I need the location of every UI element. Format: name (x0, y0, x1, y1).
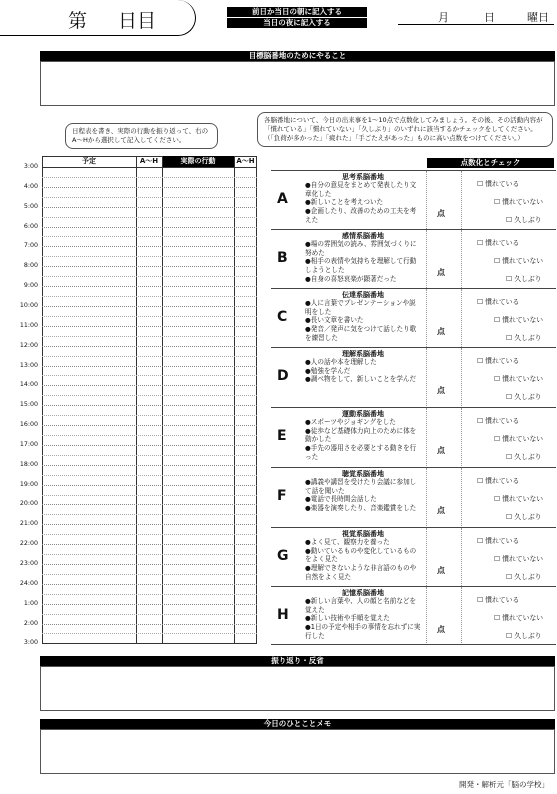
check-label: 慣れている (485, 357, 520, 365)
checkbox-long-time[interactable]: ☐ 久しぶり (506, 216, 542, 224)
checkbox-unfamiliar[interactable]: ☐ 慣れていない (494, 495, 544, 503)
area-title: 視覚系脳番地 (342, 530, 384, 538)
half-hour-line (42, 574, 257, 575)
schedule-instruction: 日程表を書き、実際の行動を振り返って、右のA〜Hから選択して記入してください。 (65, 123, 218, 149)
area-letter: F (277, 488, 287, 504)
area-divider (461, 230, 462, 288)
check-label: 慣れていない (502, 198, 544, 206)
hour-line (42, 485, 257, 486)
area-c (271, 288, 556, 347)
activity-item: ●企画したり、改善のための工夫を考えた (305, 207, 417, 224)
checkbox-long-time[interactable]: ☐ 久しぶり (506, 632, 542, 640)
activity-item: ●よく見て、観察力を養った (305, 538, 390, 546)
activity-item: ●発音／発声に気をつけて話したり歌を練習した (305, 325, 417, 342)
time-label: 11:00 (19, 321, 38, 329)
check-label: 慣れていない (502, 555, 544, 563)
area-letter: G (277, 548, 289, 564)
activity-item: ●楽器を演奏したり、音楽鑑賞をした (305, 504, 417, 513)
time-label: 16:00 (19, 421, 38, 429)
area-divider (461, 408, 462, 466)
check-label: 久しぶり (514, 275, 542, 283)
area-divider (461, 587, 462, 645)
area-activities (305, 181, 421, 225)
area-title: 聴覚系脳番地 (342, 470, 384, 478)
area-divider (426, 348, 427, 406)
half-hour-line (42, 375, 257, 376)
check-label: 慣れていない (502, 316, 544, 324)
area-divider (461, 289, 462, 347)
col-plan: 予定 (82, 157, 96, 165)
day-prefix: 第 (68, 10, 88, 32)
point-input[interactable]: 点 (437, 625, 445, 634)
checkbox-long-time[interactable]: ☐ 久しぶり (506, 573, 542, 581)
activity-item: ●電話で長時間会話した (305, 495, 377, 504)
activity-item: ●新しいことを考えついた (305, 198, 384, 207)
half-hour-line (42, 614, 257, 615)
area-b (271, 229, 556, 288)
time-label: 17:00 (19, 440, 38, 448)
checkbox-familiar[interactable]: ☐ 慣れている (477, 239, 520, 247)
check-label: 久しぶり (514, 632, 542, 640)
credit: 開発・解析元「脳の学校」 (459, 780, 549, 789)
area-activities (305, 478, 421, 513)
time-label: 4:00 (23, 182, 38, 190)
time-label: 6:00 (23, 222, 38, 230)
area-title: 伝達系脳番地 (342, 291, 384, 299)
area-activities (305, 538, 421, 582)
area-letter: A (277, 191, 288, 207)
point-input[interactable]: 点 (437, 566, 445, 575)
morning-note: 前日か当日の朝に記入する (227, 7, 367, 17)
activity-item: ●勉強を学んだ (305, 366, 351, 375)
checkbox-long-time[interactable]: ☐ 久しぶり (506, 513, 542, 521)
schedule-divider-2 (162, 156, 163, 644)
checkbox-familiar[interactable]: ☐ 慣れている (477, 298, 520, 306)
time-label: 15:00 (19, 401, 38, 409)
hour-line (42, 385, 257, 386)
area-divider (461, 468, 462, 526)
activity-item: ●手先の器用さを必要とする動きを行った (305, 444, 417, 461)
activity-item: ●新しい言葉や、人の顔と名前などを覚えた (305, 597, 417, 614)
hour-line (42, 584, 257, 585)
activity-item: ●自分の意見をまとめて発表したり文章化した (305, 181, 417, 198)
checkbox-long-time[interactable]: ☐ 久しぶり (506, 275, 542, 283)
half-hour-line (42, 356, 257, 357)
time-label: 22:00 (19, 540, 38, 548)
memo-title: 今日のひとことメモ (40, 719, 555, 729)
hour-line (42, 624, 257, 625)
checkbox-familiar[interactable]: ☐ 慣れている (477, 357, 520, 365)
check-label: 久しぶり (514, 573, 542, 581)
time-label: 1:00 (23, 599, 38, 607)
half-hour-line (42, 475, 257, 476)
time-label: 14:00 (19, 381, 38, 389)
check-label: 慣れている (485, 180, 520, 188)
activity-item: ●人に言葉でプレゼンテーションや説明をした (305, 299, 416, 316)
half-hour-line (42, 395, 257, 396)
day-suffix: 日目 (118, 10, 157, 32)
area-title: 運動系脳番地 (342, 410, 384, 418)
half-hour-line (42, 534, 257, 535)
hour-line (42, 445, 257, 446)
hour-line (42, 524, 257, 525)
time-label: 19:00 (19, 480, 38, 488)
area-divider (426, 587, 427, 645)
check-label: 久しぶり (514, 453, 542, 461)
area-divider (461, 171, 462, 229)
half-hour-line (42, 296, 257, 297)
day-label: 日 (484, 11, 495, 24)
time-label: 21:00 (19, 520, 38, 528)
hour-line (42, 286, 257, 287)
activity-item: ●自身の喜怒哀楽が顕著だった (305, 274, 397, 283)
half-hour-line (42, 594, 257, 595)
time-label: 5:00 (23, 202, 38, 210)
activity-item: ●長い文章を書いた (305, 316, 364, 325)
col-ah-plan: A〜H (139, 157, 159, 165)
point-input[interactable]: 点 (437, 268, 445, 277)
half-hour-line (42, 435, 257, 436)
activity-item: ●調べ物をして、新しいことを学んだ (305, 375, 417, 384)
point-input[interactable]: 点 (437, 209, 445, 218)
half-hour-line (42, 256, 257, 257)
half-hour-line (42, 633, 257, 634)
time-label: 12:00 (19, 341, 38, 349)
time-label: 23:00 (19, 560, 38, 567)
month-label: 月 (438, 11, 449, 24)
hour-line (42, 604, 257, 605)
hour-line (42, 465, 257, 466)
area-divider (461, 348, 462, 406)
check-label: 慣れている (485, 239, 520, 247)
half-hour-line (42, 336, 257, 337)
night-note: 当日の夜に記入する (227, 18, 367, 28)
checkbox-unfamiliar[interactable]: ☐ 慣れていない (494, 614, 544, 622)
hour-line (42, 306, 257, 307)
hour-line (42, 544, 257, 545)
half-hour-line (42, 236, 257, 237)
time-label: 3:00 (23, 639, 38, 647)
activity-item: ●理解できないような非言語のものや自然をよく見た (305, 564, 417, 581)
time-label: 9:00 (23, 282, 38, 290)
point-input[interactable]: 点 (437, 446, 445, 455)
hour-line (42, 326, 257, 327)
checkbox-familiar[interactable]: ☐ 慣れている (477, 417, 520, 425)
activity-item: ●スポーツやジョギングをした (305, 418, 396, 426)
area-f (271, 467, 556, 526)
scoring-instruction: 各脳番地について、今日の出来事を1〜10点で点数化してみましょう。その後、その活動内容が「慣れている」「慣れていない」「久しぶり」のいずれに該当するかチェックをしてください。（「負荷が多かった」「疲れた」「手ごたえがあった」ものに高い点数をつけてください。） (257, 112, 553, 147)
check-label: 久しぶり (514, 393, 542, 401)
half-hour-line (42, 316, 257, 317)
activity-item: ●徒歩など基礎体力向上のために体を動かした (305, 426, 417, 444)
area-d (271, 347, 556, 406)
half-hour-line (42, 415, 257, 416)
check-label: 久しぶり (514, 334, 542, 342)
time-label: 20:00 (19, 500, 38, 508)
time-label: 7:00 (23, 242, 38, 250)
activity-item: ●講義や講習を受けたり会議に参加して話を聞いた (305, 478, 417, 495)
time-label: 24:00 (19, 579, 38, 587)
area-letter: C (277, 309, 288, 325)
check-label: 慣れている (485, 298, 520, 306)
checkbox-familiar[interactable]: ☐ 慣れている (477, 596, 520, 604)
check-label: 久しぶり (514, 513, 542, 521)
checkbox-unfamiliar[interactable]: ☐ 慣れていない (494, 198, 544, 206)
area-letter: E (277, 428, 287, 444)
checkbox-unfamiliar[interactable]: ☐ 慣れていない (494, 316, 544, 324)
area-activities (305, 418, 421, 462)
reflection-input[interactable] (40, 666, 555, 711)
check-label: 慣れていない (502, 495, 544, 503)
area-title: 記憶系脳番地 (342, 589, 384, 597)
col-actual: 実際の行動 (162, 156, 234, 167)
time-label: 2:00 (23, 619, 38, 627)
time-label: 10:00 (19, 301, 38, 309)
area-title: 感情系脳番地 (342, 232, 384, 240)
checkbox-unfamiliar[interactable]: ☐ 慣れていない (494, 375, 544, 383)
check-label: 慣れていない (502, 257, 544, 265)
hour-line (42, 366, 257, 367)
time-label: 13:00 (19, 361, 38, 369)
checkbox-familiar[interactable]: ☐ 慣れている (477, 537, 520, 545)
check-label: 慣れていない (502, 614, 544, 622)
area-divider (426, 408, 427, 466)
check-label: 慣れている (485, 596, 520, 604)
area-divider (426, 289, 427, 347)
area-divider (426, 468, 427, 526)
day-number-tab (0, 0, 196, 36)
hour-line (42, 405, 257, 406)
check-label: 慣れている (485, 417, 520, 425)
checkbox-unfamiliar[interactable]: ☐ 慣れていない (494, 257, 544, 265)
area-activities (305, 299, 421, 343)
checkbox-unfamiliar[interactable]: ☐ 慣れていない (494, 555, 544, 563)
hour-line (42, 266, 257, 267)
half-hour-line (42, 197, 257, 198)
area-title: 理解系脳番地 (342, 350, 384, 358)
hour-line (42, 504, 257, 505)
checkbox-familiar[interactable]: ☐ 慣れている (477, 477, 520, 485)
area-divider (426, 528, 427, 586)
activity-item: ●1日の予定や相手の事情を忘れずに実行した (305, 623, 421, 640)
schedule-table (42, 156, 257, 644)
hour-line (42, 346, 257, 347)
goal-input[interactable] (40, 61, 555, 106)
area-title: 思考系脳番地 (342, 173, 384, 181)
area-divider (426, 230, 427, 288)
time-label: 18:00 (19, 460, 38, 468)
point-input[interactable]: 点 (437, 386, 445, 395)
activity-item: ●場の雰囲気の読み、雰囲気づくりに努めた (305, 240, 417, 257)
area-h (271, 586, 556, 645)
area-divider (461, 528, 462, 586)
point-input[interactable]: 点 (437, 506, 445, 515)
hour-line (42, 246, 257, 247)
check-label: 慣れている (485, 477, 520, 485)
col-ah-actual: A〜H (236, 157, 255, 165)
area-g (271, 527, 556, 586)
checkbox-long-time[interactable]: ☐ 久しぶり (506, 334, 542, 342)
activity-item: ●新しい技術や手順を覚えた (305, 614, 390, 623)
hour-line (42, 187, 257, 188)
area-letter: H (277, 607, 289, 623)
area-activities (305, 240, 421, 284)
area-letter: B (277, 250, 288, 266)
check-label: 久しぶり (514, 216, 542, 224)
time-label: 3:00 (23, 163, 38, 170)
half-hour-line (42, 455, 257, 456)
areas-bottom-rule (271, 644, 556, 645)
time-label: 8:00 (23, 262, 38, 270)
half-hour-line (42, 495, 257, 496)
area-e (271, 407, 556, 466)
weekday-label: 曜日 (527, 11, 549, 24)
half-hour-line (42, 554, 257, 555)
check-label: 慣れていない (502, 375, 544, 383)
checkbox-long-time[interactable]: ☐ 久しぶり (506, 453, 542, 461)
activity-item: ●相手の表情や気持ちを理解して行動しようとした (305, 257, 417, 275)
schedule-divider-1 (136, 156, 137, 644)
score-header: 点数化とチェック (427, 158, 554, 168)
area-letter: D (277, 368, 289, 384)
hour-line (42, 227, 257, 228)
reflection-title: 振り返り・反省 (40, 656, 555, 666)
activity-item: ●動いているものや変化しているものをよく見た (305, 546, 417, 564)
half-hour-line (42, 514, 257, 515)
half-hour-line (42, 276, 257, 277)
check-label: 慣れている (485, 537, 520, 545)
area-activities (305, 358, 421, 384)
half-hour-line (42, 177, 257, 178)
hour-line (42, 207, 257, 208)
checkbox-long-time[interactable]: ☐ 久しぶり (506, 393, 542, 401)
area-activities (305, 597, 421, 641)
memo-input[interactable] (40, 729, 555, 774)
area-a (271, 170, 556, 229)
check-label: 慣れていない (502, 435, 544, 443)
schedule-divider-3 (234, 156, 235, 644)
schedule-header-rule (42, 167, 257, 168)
half-hour-line (42, 217, 257, 218)
activity-item: ●人の話や本を理解した (305, 358, 377, 366)
goal-title: 目標脳番地のためにやること (40, 51, 555, 61)
point-input[interactable]: 点 (437, 327, 445, 336)
checkbox-unfamiliar[interactable]: ☐ 慣れていない (494, 435, 544, 443)
hour-line (42, 564, 257, 565)
area-divider (426, 171, 427, 229)
hour-line (42, 425, 257, 426)
checkbox-familiar[interactable]: ☐ 慣れている (477, 180, 520, 188)
